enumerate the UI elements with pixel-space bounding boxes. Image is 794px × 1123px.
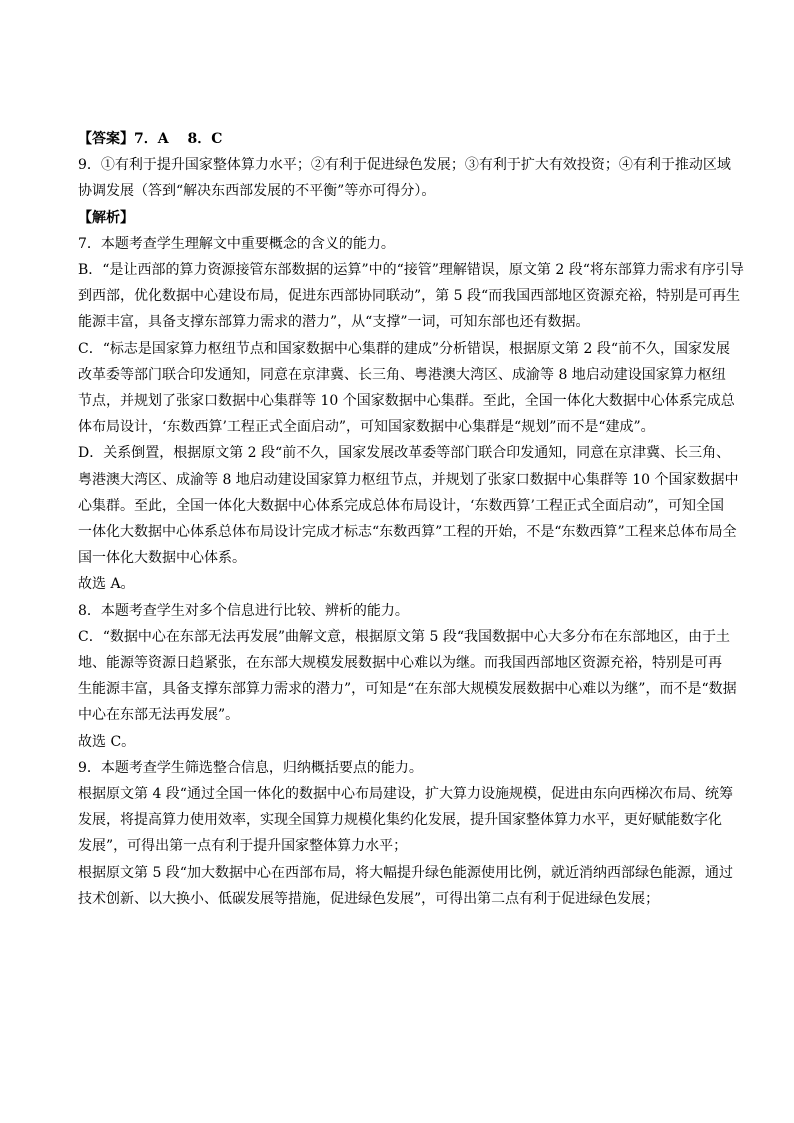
answer-9-line-2: 协调发展（答到“解决东西部发展的不平衡”等亦可得分）。	[78, 183, 436, 200]
analysis-heading: 【解析】	[78, 209, 134, 226]
q7-c-line-3: 节点，并规划了张家口数据中心集群等 10 个国家数据中心集群。至此，全国一体化大数据中心体系完成总	[78, 393, 735, 410]
q8-c-line-3: 生能源丰富，具备支撑东部算力需求的潜力”，可知是“在东部大规模发展数据中心难以为继”，而不是“数据	[78, 681, 737, 698]
answer-9-line-1: 9．①有利于提升国家整体算力水平；②有利于促进绿色发展；③有利于扩大有效投资；④有利于推动区域	[78, 157, 731, 174]
q7-c-line-1: C．“标志是国家算力枢纽节点和国家数据中心集群的建成”分析错误，根据原文第 2 段“前不久，国家发展	[78, 340, 730, 357]
q7-b-line-3: 能源丰富，具备支撑东部算力需求的潜力”，从“支撑”一词，可知东部也还有数据。	[78, 314, 590, 331]
q7-d-line-3: 心集群。至此，全国一体化大数据中心体系完成总体布局设计，‘东数西算’工程正式全面启动”，可知全国	[78, 497, 725, 514]
q8-intro: 8．本题考查学生对多个信息进行比较、辨析的能力。	[78, 602, 409, 619]
q7-conclusion: 故选 A。	[78, 576, 135, 593]
q7-b-line-1: B．“是让西部的算力资源接管东部数据的运算”中的“接管”理解错误，原文第 2 段“将东部算力需求有序引导	[78, 262, 744, 279]
answer-heading: 【答案】7．A 8．C	[78, 131, 223, 147]
q8-conclusion: 故选 C。	[78, 733, 136, 750]
q7-c-line-4: 体布局设计，‘东数西算’工程正式全面启动”，可知国家数据中心集群是“规划”而不是“建成”。	[78, 419, 655, 436]
q7-intro: 7．本题考查学生理解文中重要概念的含义的能力。	[78, 235, 395, 252]
q9-point1-line-2: 发展，将提高算力使用效率，实现全国算力规模化集约化发展，提升国家整体算力水平，更好赋能数字化	[78, 812, 722, 829]
q7-d-line-5: 国一体化大数据中心体系。	[78, 550, 246, 567]
q7-b-line-2: 到西部，优化数据中心建设布局，促进东西部协同联动”，第 5 段“而我国西部地区资源充裕，特别是可再生	[78, 288, 741, 305]
q9-point2-line-2: 技术创新、以大换小、低碳发展等措施，促进绿色发展”，可得出第二点有利于促进绿色发展；	[78, 890, 660, 907]
q7-d-line-4: 一体化大数据中心体系总体布局设计完成才标志“东数西算”工程的开始，不是“东数西算”工程来总体布局全	[78, 524, 737, 541]
q9-intro: 9．本题考查学生筛选整合信息，归纳概括要点的能力。	[78, 759, 423, 776]
q7-d-line-1: D．关系倒置，根据原文第 2 段“前不久，国家发展改革委等部门联合印发通知，同意在京津冀、长三角、	[78, 445, 731, 462]
q7-d-line-2: 粤港澳大湾区、成渝等 8 地启动建设国家算力枢纽节点，并规划了张家口数据中心集群等 10 个国家数据中	[78, 471, 739, 488]
q8-c-line-1: C．“数据中心在东部无法再发展”曲解文意，根据原文第 5 段“我国数据中心大多分布在东部地区，由于土	[78, 628, 730, 645]
q8-c-line-2: 地、能源等资源日趋紧张，在东部大规模发展数据中心难以为继。而我国西部地区资源充裕，特别是可再	[78, 655, 722, 672]
q9-point2-line-1: 根据原文第 5 段“加大数据中心在西部布局，将大幅提升绿色能源使用比例，就近消纳西部绿色能源，通过	[78, 864, 733, 881]
q9-point1-line-3: 发展”，可得出第一点有利于提升国家整体算力水平；	[78, 838, 408, 855]
q7-c-line-2: 改革委等部门联合印发通知，同意在京津冀、长三角、粤港澳大湾区、成渝等 8 地启动建设国家算力枢纽	[78, 366, 726, 383]
q8-c-line-4: 中心在东部无法再发展”。	[78, 707, 240, 724]
q9-point1-line-1: 根据原文第 4 段“通过全国一体化的数据中心布局建设，扩大算力设施规模，促进由东向西梯次布局、统筹	[78, 786, 733, 803]
